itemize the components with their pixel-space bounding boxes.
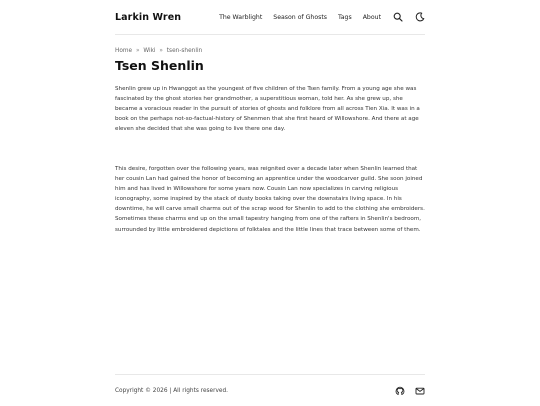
breadcrumb-separator: » — [135, 48, 140, 54]
breadcrumb-wiki[interactable]: Wiki — [143, 48, 156, 54]
nav-link-season-of-ghosts[interactable]: Season of Ghosts — [273, 13, 327, 21]
breadcrumb-separator: » — [159, 48, 163, 54]
breadcrumb — [115, 48, 202, 54]
breadcrumb-home[interactable]: Home — [115, 48, 133, 54]
site-footer — [115, 374, 425, 406]
page-title: Tsen Shenlin — [115, 58, 204, 73]
article-paragraph: Shenlin grew up in Hwanggot as the youngest of five children of the Tsen family. From a young age she was fascinated by the ghost stories her grandmother, a superstitious woman, told her. As she grew up, she became a voracious reader in the pursuit of stories of ghosts and folklore from all across Tien Xia. It was in a book on the perhaps not-so-factual-history of Shenmen that she first heard of Willowshore. And there at age eleven she decided that she was going to live there one day. — [115, 86, 420, 133]
main-nav — [208, 12, 425, 23]
search-icon[interactable] — [392, 12, 403, 23]
mail-icon[interactable] — [414, 385, 425, 396]
page-container — [115, 0, 425, 405]
moon-icon[interactable] — [414, 12, 425, 23]
nav-link-tags[interactable]: Tags — [338, 13, 352, 21]
article-paragraph: This desire, forgotten over the following years, was reignited over a decade later when Shenlin learned that her cousin Lan had gained the honor of becoming an apprentice under the woodcarver guild. She soon joined him and has lived in Willowshore for some years now. Cousin Lan now specializes in carving religious iconography, some inspired by the stack of dusty books taking over the downstairs living space. In his downtime, he will carve small charms out of the scrap wood for Shenlin to add to the clothing she embroiders. Sometimes these charms end up on the small tapestry hanging from one of the rafters in Shenlin's bedroom, surrounded by little embroidered depictions of folktales and the little lines that trace between some of them. — [115, 166, 425, 233]
site-header — [115, 0, 425, 35]
breadcrumb-current: tsen-shenlin — [166, 48, 203, 54]
github-icon[interactable] — [394, 385, 405, 396]
site-title[interactable]: Larkin Wren — [115, 11, 182, 23]
copyright-text: Copyright © 2026 | All rights reserved. — [115, 387, 229, 394]
nav-link-the-warblight[interactable]: The Warblight — [219, 13, 263, 21]
nav-link-about[interactable]: About — [362, 13, 381, 21]
social-links — [385, 385, 425, 396]
